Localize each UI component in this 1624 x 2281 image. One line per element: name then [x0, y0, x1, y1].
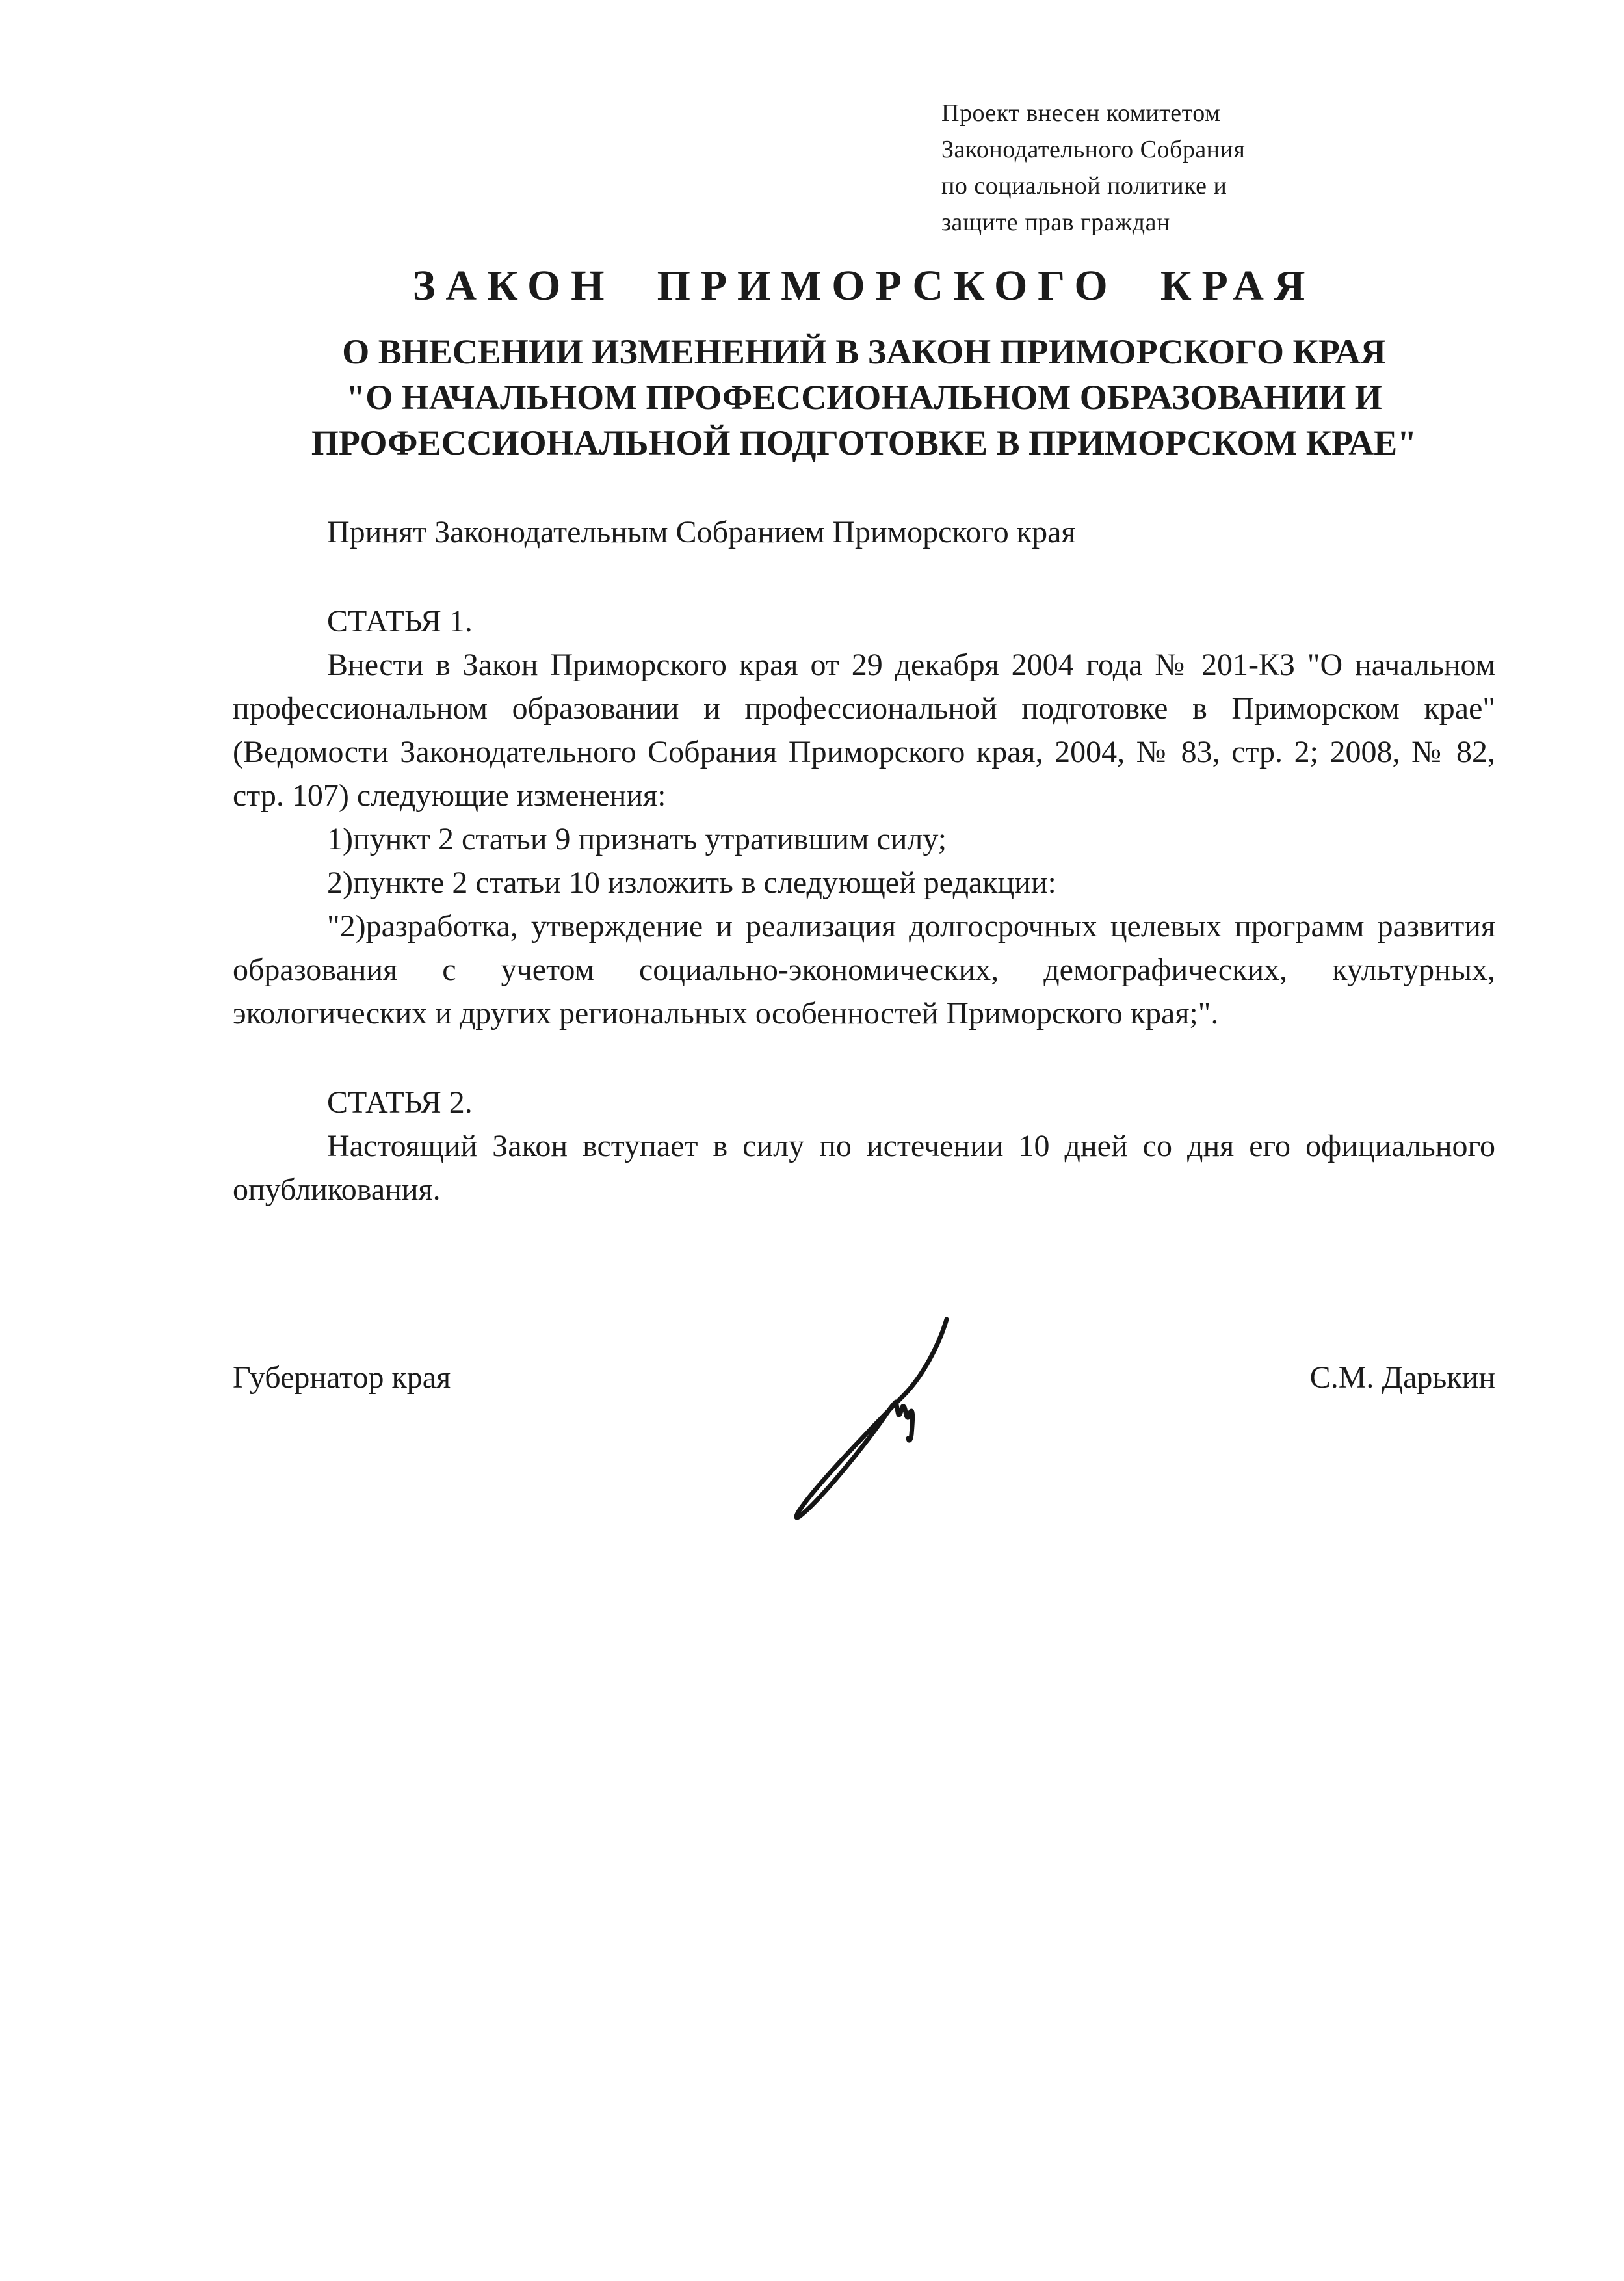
- document-subtitle: [233, 329, 1495, 466]
- article-1-heading: СТАТЬЯ 1.: [327, 604, 473, 639]
- submission-note-line: по социальной политике и: [941, 172, 1227, 200]
- signer-position-label: Губернатор края: [233, 1360, 451, 1395]
- article-1-list-item: 1)пункт 2 статьи 9 признать утратившим силу;: [327, 822, 947, 856]
- document-title: ЗАКОН ПРИМОРСКОГО КРАЯ: [412, 262, 1316, 310]
- submission-note-line: защите прав граждан: [941, 209, 1170, 236]
- signer-name: С.М. Дарькин: [1309, 1360, 1495, 1395]
- article-2-heading: СТАТЬЯ 2.: [327, 1085, 473, 1120]
- document-subtitle-line: "О НАЧАЛЬНОМ ПРОФЕССИОНАЛЬНОМ ОБРАЗОВАНИИ И: [346, 378, 1382, 417]
- governor-signature-handwriting-icon: [788, 1315, 950, 1523]
- article-1-paragraph: Внести в Закон Приморского края от 29 декабря 2004 года № 201-КЗ "О начальном профессиональном образовании и профессиональной подготовке в Приморском крае" (Ведомости Законодательного Собрания Приморского края, 2004, № 83, стр. 2; 2008, № 82, стр. 107) следующие изменения:: [233, 648, 1495, 813]
- article-1: [233, 600, 1495, 1035]
- submission-note-line: Проект внесен комитетом: [941, 99, 1221, 127]
- article-2: [233, 1081, 1495, 1211]
- article-2-paragraph: Настоящий Закон вступает в силу по истечении 10 дней со дня его официального опубликования.: [233, 1129, 1495, 1207]
- article-1-list-item: 2)пункте 2 статьи 10 изложить в следующей редакции:: [327, 865, 1056, 900]
- submission-note-line: Законодательного Собрания: [941, 136, 1246, 163]
- submission-note: [941, 95, 1495, 241]
- article-1-paragraph: "2)разработка, утверждение и реализация долгосрочных целевых программ развития образования с учетом социально-экономических, демографических, культурных, экологических и других региональных особенностей Приморского края;".: [233, 909, 1495, 1031]
- adoption-line: Принят Законодательным Собранием Приморского края: [327, 515, 1076, 549]
- document-subtitle-line: О ВНЕСЕНИИ ИЗМЕНЕНИЙ В ЗАКОН ПРИМОРСКОГО КРАЯ: [342, 332, 1386, 371]
- document-subtitle-line: ПРОФЕССИОНАЛЬНОЙ ПОДГОТОВКЕ В ПРИМОРСКОМ КРАЕ": [311, 423, 1417, 462]
